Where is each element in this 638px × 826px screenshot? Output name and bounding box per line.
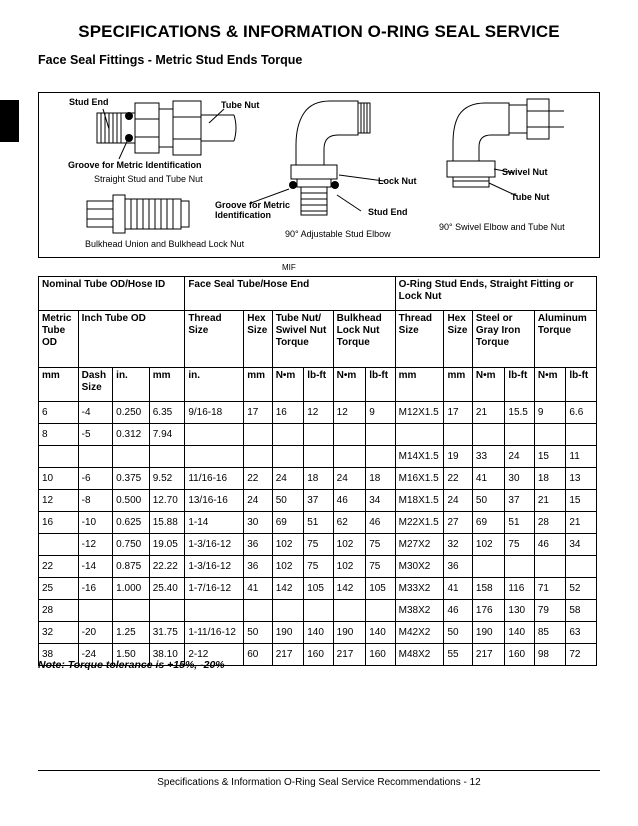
table-cell: 25.40 — [149, 578, 185, 600]
unit-cell: N•m — [272, 368, 304, 402]
table-cell: 12 — [39, 490, 79, 512]
table-cell: 69 — [472, 512, 505, 534]
unit-cell: mm — [149, 368, 185, 402]
table-cell: M12X1.5 — [395, 402, 444, 424]
table-cell: 36 — [244, 534, 272, 556]
table-cell: 85 — [534, 622, 566, 644]
table-cell: 19 — [444, 446, 472, 468]
table-cell: -12 — [78, 534, 113, 556]
unit-cell: in. — [113, 368, 150, 402]
table-cell: 12 — [333, 402, 366, 424]
table-cell: 32 — [39, 622, 79, 644]
table-cell: 160 — [366, 644, 395, 666]
table-cell: 98 — [534, 644, 566, 666]
label-groove-identification: Groove for Metric Identification — [68, 160, 202, 170]
unit-cell: lb-ft — [505, 368, 534, 402]
table-cell: M14X1.5 — [395, 446, 444, 468]
table-cell: 1.000 — [113, 578, 150, 600]
table-cell: 38.10 — [149, 644, 185, 666]
table-cell: 9 — [366, 402, 395, 424]
table-cell: 142 — [333, 578, 366, 600]
page-footer: Specifications & Information O-Ring Seal Service Recommendations - 12 — [157, 777, 481, 788]
table-cell — [472, 424, 505, 446]
unit-cell: lb-ft — [566, 368, 597, 402]
table-cell: 41 — [444, 578, 472, 600]
table-cell: -16 — [78, 578, 113, 600]
table-cell: 116 — [505, 578, 534, 600]
table-cell — [39, 446, 79, 468]
table-cell: 11/16-16 — [185, 468, 244, 490]
table-cell: 190 — [472, 622, 505, 644]
table-cell — [78, 600, 113, 622]
table-cell: 102 — [333, 534, 366, 556]
table-cell: 160 — [505, 644, 534, 666]
table-cell: 22 — [444, 468, 472, 490]
table-cell: 24 — [505, 446, 534, 468]
table-cell: 102 — [272, 556, 304, 578]
table-cell — [244, 446, 272, 468]
table-cell — [304, 446, 333, 468]
table-cell: 105 — [304, 578, 333, 600]
table-cell: 46 — [444, 600, 472, 622]
table-cell: 37 — [304, 490, 333, 512]
table-cell: 50 — [244, 622, 272, 644]
table-cell: 8 — [39, 424, 79, 446]
table-cell: 38 — [39, 644, 79, 666]
table-cell: 41 — [244, 578, 272, 600]
table-row — [39, 424, 597, 446]
table-row — [39, 622, 597, 644]
table-cell: 6.6 — [566, 402, 597, 424]
table-cell: 13/16-16 — [185, 490, 244, 512]
table-cell — [185, 446, 244, 468]
table-cell: 46 — [333, 490, 366, 512]
table-cell: 22 — [244, 468, 272, 490]
label-tube-nut-right: Tube Nut — [511, 192, 550, 202]
table-cell: M18X1.5 — [395, 490, 444, 512]
table-cell: 52 — [566, 578, 597, 600]
table-cell: 7.94 — [149, 424, 185, 446]
table-group-header-row — [39, 277, 597, 311]
table-cell — [272, 446, 304, 468]
table-cell — [149, 446, 185, 468]
table-cell: 9.52 — [149, 468, 185, 490]
table-cell: 24 — [333, 468, 366, 490]
table-cell: 33 — [472, 446, 505, 468]
table-cell: -20 — [78, 622, 113, 644]
table-cell: 12.70 — [149, 490, 185, 512]
table-cell: 140 — [304, 622, 333, 644]
label-stud-end: Stud End — [69, 97, 109, 107]
table-cell: 41 — [472, 468, 505, 490]
table-cell: 16 — [39, 512, 79, 534]
table-cell: 31.75 — [149, 622, 185, 644]
unit-cell: Dash Size — [78, 368, 113, 402]
table-cell: 0.250 — [113, 402, 150, 424]
unit-cell: lb-ft — [304, 368, 333, 402]
table-cell: 1-3/16-12 — [185, 556, 244, 578]
table-cell: 55 — [444, 644, 472, 666]
table-cell: 15.88 — [149, 512, 185, 534]
table-cell: 190 — [272, 622, 304, 644]
header-tube-nut-torque: Tube Nut/ Swivel Nut Torque — [272, 311, 333, 368]
table-cell: 1.25 — [113, 622, 150, 644]
table-cell — [304, 424, 333, 446]
header-bulkhead-torque: Bulkhead Lock Nut Torque — [333, 311, 395, 368]
table-cell: 75 — [366, 534, 395, 556]
table-row — [39, 512, 597, 534]
table-cell — [113, 446, 150, 468]
table-cell: -14 — [78, 556, 113, 578]
table-cell — [39, 534, 79, 556]
table-cell — [113, 600, 150, 622]
table-cell: 1.50 — [113, 644, 150, 666]
table-cell: 0.625 — [113, 512, 150, 534]
table-cell: 158 — [472, 578, 505, 600]
table-cell: M42X2 — [395, 622, 444, 644]
table-cell: 37 — [505, 490, 534, 512]
unit-cell: mm — [444, 368, 472, 402]
table-cell — [505, 556, 534, 578]
table-cell — [304, 600, 333, 622]
table-cell: -24 — [78, 644, 113, 666]
table-cell: 24 — [272, 468, 304, 490]
table-cell: 18 — [534, 468, 566, 490]
table-cell — [366, 446, 395, 468]
table-row — [39, 446, 597, 468]
table-cell: 18 — [304, 468, 333, 490]
table-cell — [366, 424, 395, 446]
header-metric-tube-od: Metric Tube OD — [39, 311, 79, 368]
table-cell: 75 — [304, 534, 333, 556]
table-cell — [566, 424, 597, 446]
table-cell: 60 — [244, 644, 272, 666]
table-cell: 1-14 — [185, 512, 244, 534]
table-cell: 10 — [39, 468, 79, 490]
table-cell: 46 — [534, 534, 566, 556]
table-cell: 1-3/16-12 — [185, 534, 244, 556]
table-cell — [149, 600, 185, 622]
table-cell: 50 — [444, 622, 472, 644]
table-cell: 9 — [534, 402, 566, 424]
table-cell: 51 — [304, 512, 333, 534]
table-cell — [566, 556, 597, 578]
table-cell: 15 — [566, 490, 597, 512]
table-cell: 36 — [244, 556, 272, 578]
table-cell: 13 — [566, 468, 597, 490]
torque-spec-table — [38, 276, 597, 666]
table-cell — [185, 600, 244, 622]
table-cell: 0.750 — [113, 534, 150, 556]
label-groove-metric: Groove for Metric — [215, 200, 291, 210]
table-cell: 102 — [272, 534, 304, 556]
page-title: SPECIFICATIONS & INFORMATION O-RING SEAL SERVICE — [78, 22, 560, 41]
table-cell: 102 — [333, 556, 366, 578]
table-cell — [272, 424, 304, 446]
unit-cell: mm — [244, 368, 272, 402]
unit-cell: N•m — [472, 368, 505, 402]
table-cell: 0.875 — [113, 556, 150, 578]
table-cell: M27X2 — [395, 534, 444, 556]
header-o-ring-stud: O-Ring Stud Ends, Straight Fitting or Lock Nut — [395, 277, 596, 311]
table-sub-header-row — [39, 311, 597, 368]
table-cell: -8 — [78, 490, 113, 512]
table-units-row — [39, 368, 597, 402]
table-cell — [244, 424, 272, 446]
unit-cell: N•m — [333, 368, 366, 402]
table-cell: 0.375 — [113, 468, 150, 490]
table-cell: 72 — [566, 644, 597, 666]
table-cell: 190 — [333, 622, 366, 644]
table-cell: 16 — [272, 402, 304, 424]
table-cell: 51 — [505, 512, 534, 534]
table-cell — [333, 446, 366, 468]
table-cell: 140 — [505, 622, 534, 644]
table-cell: 34 — [366, 490, 395, 512]
unit-cell: mm — [39, 368, 79, 402]
table-cell: 102 — [472, 534, 505, 556]
table-cell: M30X2 — [395, 556, 444, 578]
table-cell: 1-11/16-12 — [185, 622, 244, 644]
table-cell: 176 — [472, 600, 505, 622]
table-row — [39, 490, 597, 512]
torque-tolerance-note: Note: Torque tolerance is +15%, -20% — [38, 659, 225, 671]
table-cell: 6.35 — [149, 402, 185, 424]
table-cell: 17 — [444, 402, 472, 424]
table-row — [39, 578, 597, 600]
table-cell: 71 — [534, 578, 566, 600]
header-stud-thread-size: Thread Size — [395, 311, 444, 368]
table-cell: -10 — [78, 512, 113, 534]
table-cell: M48X2 — [395, 644, 444, 666]
table-cell: 34 — [566, 534, 597, 556]
table-cell: 11 — [566, 446, 597, 468]
table-cell — [78, 446, 113, 468]
table-cell: 62 — [333, 512, 366, 534]
table-cell: 25 — [39, 578, 79, 600]
table-cell: 36 — [444, 556, 472, 578]
table-cell — [185, 424, 244, 446]
table-cell: 58 — [566, 600, 597, 622]
table-cell: 0.500 — [113, 490, 150, 512]
mif-label: MIF — [282, 263, 296, 272]
table-cell — [534, 556, 566, 578]
caption-straight-stud: Straight Stud and Tube Nut — [94, 174, 203, 184]
table-cell: 21 — [566, 512, 597, 534]
table-cell — [244, 600, 272, 622]
table-cell: 17 — [244, 402, 272, 424]
table-row — [39, 402, 597, 424]
table-cell — [395, 424, 444, 446]
table-cell: 75 — [304, 556, 333, 578]
table-cell: 2-12 — [185, 644, 244, 666]
fittings-illustration — [38, 92, 600, 258]
table-cell: 28 — [39, 600, 79, 622]
table-cell — [333, 424, 366, 446]
table-cell: 160 — [304, 644, 333, 666]
header-aluminum-torque: Aluminum Torque — [534, 311, 596, 368]
label-identification: Identification — [215, 210, 271, 220]
table-cell: -6 — [78, 468, 113, 490]
table-row — [39, 556, 597, 578]
table-row — [39, 468, 597, 490]
table-cell: 28 — [534, 512, 566, 534]
table-cell: 142 — [272, 578, 304, 600]
unit-cell: in. — [185, 368, 244, 402]
caption-bulkhead-union: Bulkhead Union and Bulkhead Lock Nut — [85, 239, 245, 249]
table-cell: M33X2 — [395, 578, 444, 600]
table-cell: 21 — [472, 402, 505, 424]
label-stud-end-mid: Stud End — [368, 207, 408, 217]
section-tab-marker — [0, 100, 19, 142]
table-cell: M16X1.5 — [395, 468, 444, 490]
table-cell: 79 — [534, 600, 566, 622]
table-cell — [534, 424, 566, 446]
table-cell — [272, 600, 304, 622]
table-cell: M22X1.5 — [395, 512, 444, 534]
caption-adjustable-elbow: 90° Adjustable Stud Elbow — [285, 229, 391, 239]
table-cell: 22 — [39, 556, 79, 578]
header-face-seal: Face Seal Tube/Hose End — [185, 277, 395, 311]
table-cell: 217 — [472, 644, 505, 666]
caption-swivel-elbow: 90° Swivel Elbow and Tube Nut — [439, 222, 565, 232]
table-body — [39, 402, 597, 666]
table-cell: 15 — [534, 446, 566, 468]
unit-cell: mm — [395, 368, 444, 402]
header-inch-tube-od: Inch Tube OD — [78, 311, 185, 368]
table-cell: 6 — [39, 402, 79, 424]
header-steel-torque: Steel or Gray Iron Torque — [472, 311, 534, 368]
table-cell: 105 — [366, 578, 395, 600]
table-cell: 22.22 — [149, 556, 185, 578]
table-cell: 69 — [272, 512, 304, 534]
table-cell: 46 — [366, 512, 395, 534]
table-cell: 15.5 — [505, 402, 534, 424]
label-lock-nut: Lock Nut — [378, 176, 417, 186]
table-cell: 12 — [304, 402, 333, 424]
unit-cell: N•m — [534, 368, 566, 402]
table-cell: 24 — [244, 490, 272, 512]
table-cell: 24 — [444, 490, 472, 512]
header-nominal-tube: Nominal Tube OD/Hose ID — [39, 277, 185, 311]
table-cell: 75 — [366, 556, 395, 578]
table-cell: 32 — [444, 534, 472, 556]
header-stud-hex-size: Hex Size — [444, 311, 472, 368]
table-row — [39, 534, 597, 556]
table-cell: M38X2 — [395, 600, 444, 622]
label-swivel-nut: Swivel Nut — [502, 167, 548, 177]
label-tube-nut: Tube Nut — [221, 100, 260, 110]
table-cell — [505, 424, 534, 446]
table-cell: 217 — [333, 644, 366, 666]
header-thread-size: Thread Size — [185, 311, 244, 368]
table-cell: 217 — [272, 644, 304, 666]
table-cell: 21 — [534, 490, 566, 512]
table-cell: 27 — [444, 512, 472, 534]
table-cell: 19.05 — [149, 534, 185, 556]
table-cell: 130 — [505, 600, 534, 622]
table-cell — [472, 556, 505, 578]
table-cell: -4 — [78, 402, 113, 424]
table-cell: -5 — [78, 424, 113, 446]
table-cell: 50 — [272, 490, 304, 512]
table-cell: 140 — [366, 622, 395, 644]
header-hex-size: Hex Size — [244, 311, 272, 368]
table-cell — [444, 424, 472, 446]
table-cell: 9/16-18 — [185, 402, 244, 424]
footer-rule — [38, 770, 600, 771]
table-cell: 1-7/16-12 — [185, 578, 244, 600]
table-cell: 75 — [505, 534, 534, 556]
table-cell: 18 — [366, 468, 395, 490]
table-cell — [366, 600, 395, 622]
table-cell: 30 — [505, 468, 534, 490]
table-cell: 63 — [566, 622, 597, 644]
table-cell — [333, 600, 366, 622]
table-row — [39, 600, 597, 622]
section-subtitle: Face Seal Fittings - Metric Stud Ends Torque — [38, 53, 303, 67]
table-cell: 50 — [472, 490, 505, 512]
table-cell: 30 — [244, 512, 272, 534]
table-cell: 0.312 — [113, 424, 150, 446]
unit-cell: lb-ft — [366, 368, 395, 402]
